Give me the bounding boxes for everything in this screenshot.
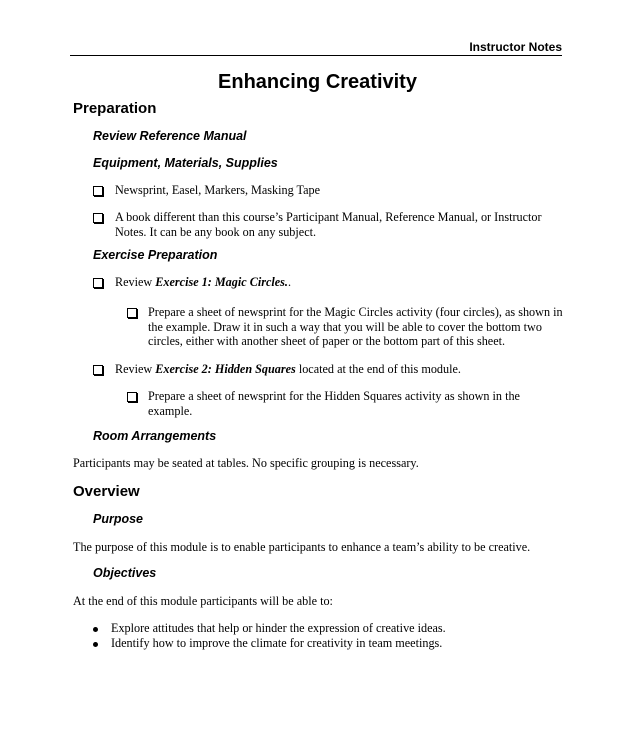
objectives-heading: Objectives xyxy=(93,566,157,580)
room-arrangements-heading: Room Arrangements xyxy=(93,429,217,443)
purpose-heading: Purpose xyxy=(93,512,144,526)
objective-item: Explore attitudes that help or hinder the expression of creative ideas. xyxy=(111,621,446,635)
checkbox-icon xyxy=(93,213,103,223)
review-reference-heading: Review Reference Manual xyxy=(93,129,247,143)
bullet-icon xyxy=(93,642,98,647)
exercise2-prefix: Review xyxy=(115,362,156,376)
checkbox-icon xyxy=(93,365,103,375)
overview-heading: Overview xyxy=(73,483,140,500)
checkbox-icon xyxy=(93,186,103,196)
header-label: Instructor Notes xyxy=(469,40,562,54)
exercise-preparation-heading: Exercise Preparation xyxy=(93,248,218,262)
exercise1-name: Exercise 1: Magic Circles. xyxy=(155,275,288,289)
checkbox-icon xyxy=(127,308,137,318)
exercise1-prefix: Review xyxy=(115,275,156,289)
room-arrangements-text: Participants may be seated at tables. No specific grouping is necessary. xyxy=(73,456,419,470)
exercise2-suffix: located at the end of this module. xyxy=(295,362,461,376)
checkbox-icon xyxy=(127,392,137,402)
exercise2-subitem: Prepare a sheet of newsprint for the Hidden Squares activity as shown in the example. xyxy=(148,389,520,418)
objectives-intro: At the end of this module participants will be able to: xyxy=(73,594,333,608)
bullet-icon xyxy=(93,627,98,632)
checkbox-icon xyxy=(93,278,103,288)
exercise2-name: Exercise 2: Hidden Squares xyxy=(155,362,296,376)
exercise1-suffix: . xyxy=(287,275,292,289)
page-title: Enhancing Creativity xyxy=(218,71,417,93)
equipment-item: A book different than this course’s Participant Manual, Reference Manual, or Instructor Notes. It can be any book on any subject. xyxy=(115,210,542,239)
preparation-heading: Preparation xyxy=(73,100,157,117)
purpose-text: The purpose of this module is to enable participants to enhance a team’s ability to be creative. xyxy=(73,540,531,554)
exercise2-item xyxy=(115,362,565,377)
exercise1-item xyxy=(115,275,565,290)
header-rule xyxy=(70,55,562,56)
equipment-heading: Equipment, Materials, Supplies xyxy=(93,156,278,170)
equipment-item: Newsprint, Easel, Markers, Masking Tape xyxy=(115,183,321,197)
objective-item: Identify how to improve the climate for creativity in team meetings. xyxy=(111,636,443,650)
exercise1-subitem: Prepare a sheet of newsprint for the Magic Circles activity (four circles), as shown in the example. Draw it in such a way that you will be able to cover the bottom two circles, either with another sheet of paper or the bottom part of this sheet. xyxy=(148,305,563,348)
